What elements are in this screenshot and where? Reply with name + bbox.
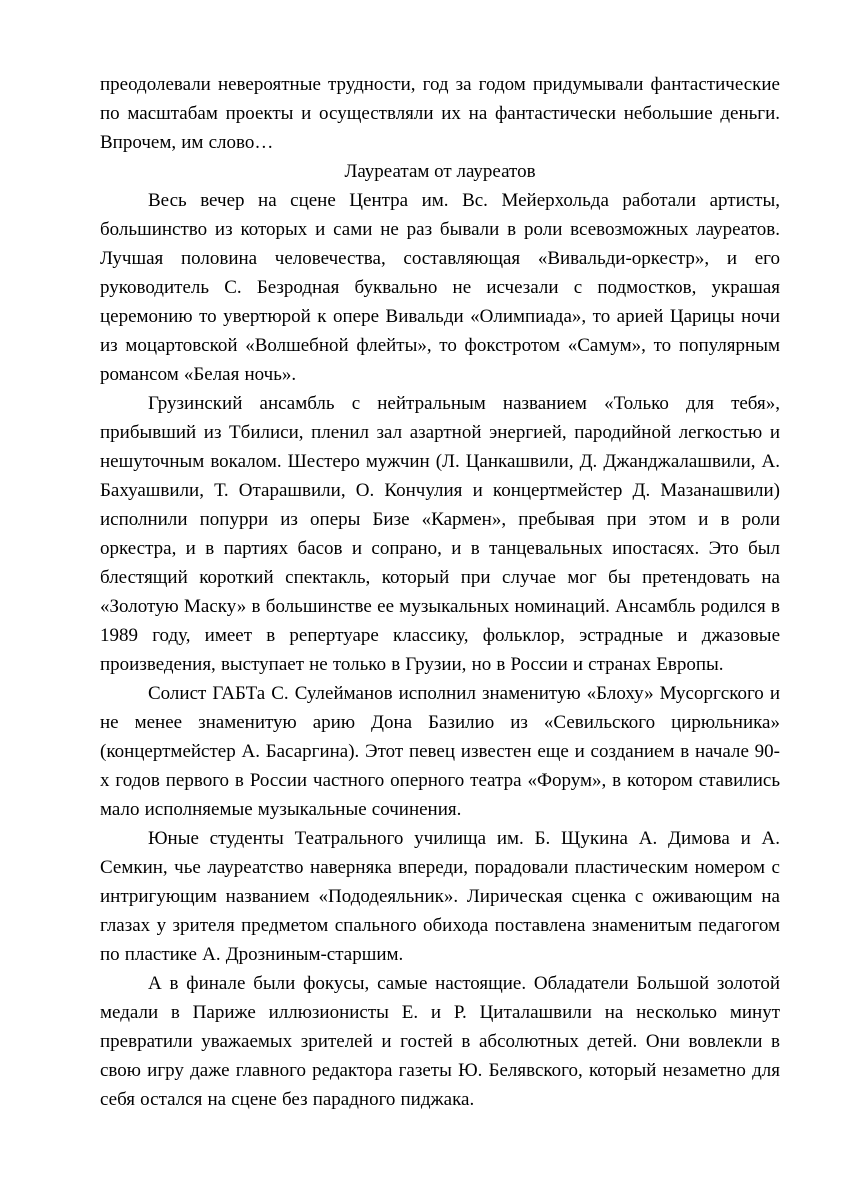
paragraph-georgian-ensemble: Грузинский ансамбль с нейтральным названием «Только для тебя», прибывший из Тбилиси, пленил зал азартной энергией, пародийной легкостью и нешуточным вокалом. Шестеро мужчин (Л. Цанкашвили, Д. Джанджалашвили, А. Бахуашвили, Т. Отарашвили, О. Кончулия и концертмейстер Д. Мазанашвили) исполнили попурри из оперы Бизе «Кармен», пребывая при этом и в роли оркестра, и в партиях басов и сопрано, и в танцевальных ипостасях. Это был блестящий короткий спектакль, который при случае мог бы претендовать на «Золотую Маску» в большинстве ее музыкальных номинаций. Ансамбль родился в 1989 году, имеет в репертуаре классику, фольклор, эстрадные и джазовые произведения, выступает не только в Грузии, но в России и странах Европы. — [100, 393, 780, 675]
section-heading: Лауреатам от лауреатов — [344, 161, 536, 182]
paragraph-continuation: преодолевали невероятные трудности, год за годом придумывали фантастические по масштабам проекты и осуществляли их на фантастически небольшие деньги. Впрочем, им слово… — [100, 74, 780, 153]
paragraph-vivaldi-orchestra: Весь вечер на сцене Центра им. Вс. Мейерхольда работали артисты, большинство из которых и сами не раз бывали в роли всевозможных лауреатов. Лучшая половина человечества, составляющая «Вивальди-оркестр», и его руководитель С. Безродная буквально не исчезали с подмостков, украшая церемонию то увертюрой к опере Вивальди «Олимпиада», то арией Царицы ночи из моцартовской «Волшебной флейты», то фокстротом «Самум», то популярным романсом «Белая ночь». — [100, 190, 780, 385]
paragraph-finale-magic: А в финале были фокусы, самые настоящие. Обладатели Большой золотой медали в Париже иллюзионисты Е. и Р. Циталашвили на несколько минут превратили уважаемых зрителей и гостей в абсолютных детей. Они вовлекли в свою игру даже главного редактора газеты Ю. Белявского, который незаметно для себя остался на сцене без парадного пиджака. — [100, 973, 780, 1110]
paragraph-shchukin-students: Юные студенты Театрального училища им. Б. Щукина А. Димова и А. Семкин, чье лауреатство наверняка впереди, порадовали пластическим номером с интригующим названием «Пододеяльник». Лирическая сценка с оживающим на глазах у зрителя предметом спального обихода поставлена знаменитым педагогом по пластике А. Дрозниным-старшим. — [100, 828, 780, 965]
paragraph-soloist-suleimanov: Солист ГАБТа С. Сулейманов исполнил знаменитую «Блоху» Мусоргского и не менее знаменитую арию Дона Базилио из «Севильского цирюльника» (концертмейстер А. Басаргина). Этот певец известен еще и созданием в начале 90-х годов первого в России частного оперного театра «Форум», в котором ставились мало исполняемые музыкальные сочинения. — [100, 683, 780, 820]
